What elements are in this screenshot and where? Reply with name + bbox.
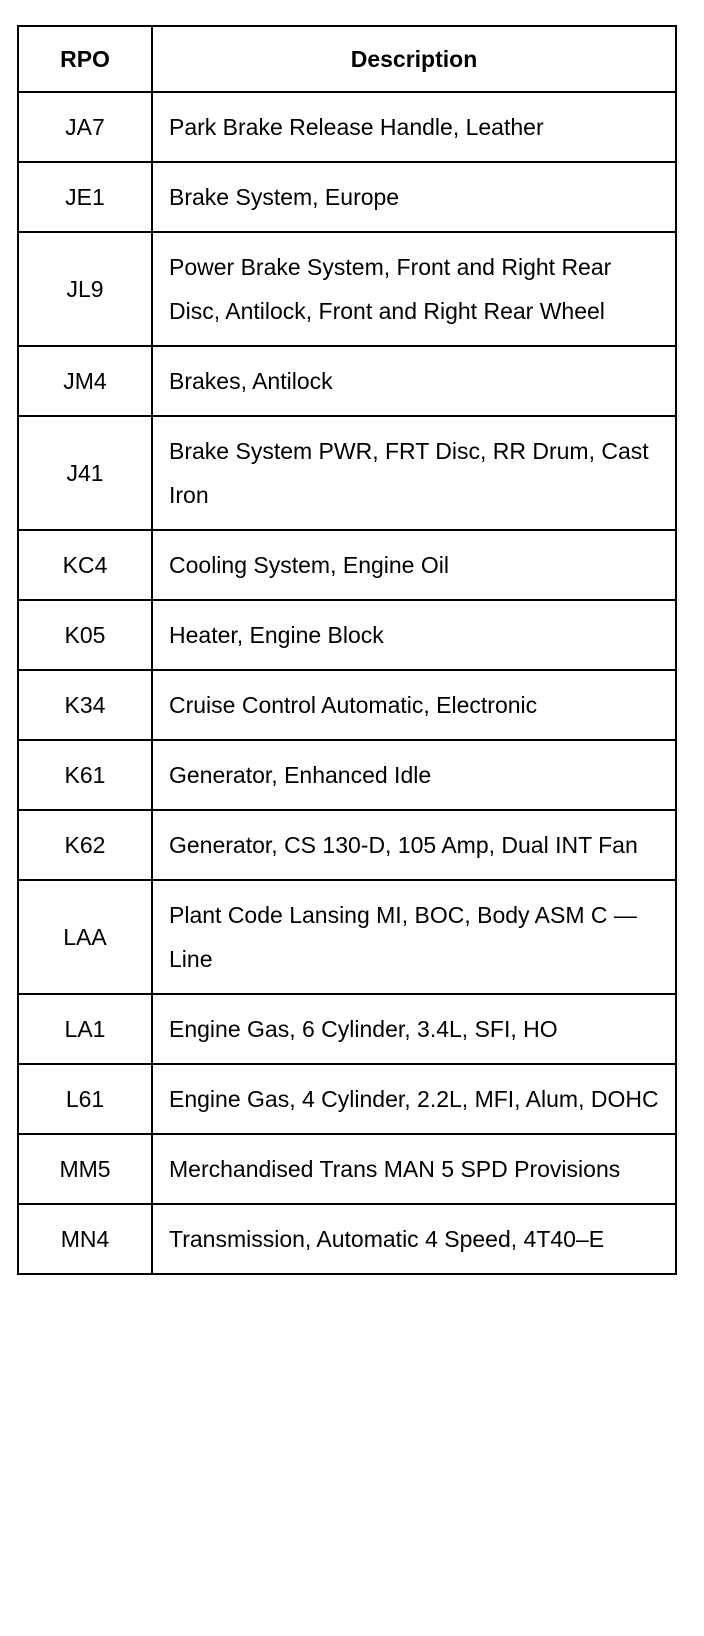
table-row	[18, 1204, 676, 1274]
table-row	[18, 530, 676, 600]
table-row	[18, 600, 676, 670]
rpo-description: Park Brake Release Handle, Leather	[152, 92, 676, 162]
rpo-code: K61	[18, 740, 152, 810]
rpo-table	[17, 25, 677, 1275]
table-row	[18, 880, 676, 994]
rpo-code: KC4	[18, 530, 152, 600]
table-row	[18, 670, 676, 740]
table-row	[18, 1064, 676, 1134]
rpo-description: Generator, CS 130-D, 105 Amp, Dual INT Fan	[152, 810, 676, 880]
rpo-description: Engine Gas, 4 Cylinder, 2.2L, MFI, Alum, DOHC	[152, 1064, 676, 1134]
table-row	[18, 416, 676, 530]
rpo-description: Heater, Engine Block	[152, 600, 676, 670]
rpo-description: Plant Code Lansing MI, BOC, Body ASM C — Line	[152, 880, 676, 994]
rpo-description: Generator, Enhanced Idle	[152, 740, 676, 810]
rpo-code: K05	[18, 600, 152, 670]
rpo-description: Engine Gas, 6 Cylinder, 3.4L, SFI, HO	[152, 994, 676, 1064]
rpo-description: Cooling System, Engine Oil	[152, 530, 676, 600]
rpo-description: Cruise Control Automatic, Electronic	[152, 670, 676, 740]
header-description: Description	[152, 26, 676, 92]
table-row	[18, 994, 676, 1064]
rpo-code: K34	[18, 670, 152, 740]
rpo-code: MM5	[18, 1134, 152, 1204]
table-row	[18, 232, 676, 346]
rpo-code: JL9	[18, 232, 152, 346]
header-rpo: RPO	[18, 26, 152, 92]
rpo-code: MN4	[18, 1204, 152, 1274]
table-row	[18, 810, 676, 880]
table-row	[18, 1134, 676, 1204]
rpo-code: JE1	[18, 162, 152, 232]
rpo-description: Brake System, Europe	[152, 162, 676, 232]
rpo-code: LAA	[18, 880, 152, 994]
rpo-description: Brake System PWR, FRT Disc, RR Drum, Cast Iron	[152, 416, 676, 530]
rpo-description: Power Brake System, Front and Right Rear Disc, Antilock, Front and Right Rear Wheel	[152, 232, 676, 346]
rpo-code: L61	[18, 1064, 152, 1134]
header-row	[18, 26, 676, 92]
rpo-description: Merchandised Trans MAN 5 SPD Provisions	[152, 1134, 676, 1204]
rpo-code: J41	[18, 416, 152, 530]
rpo-code: K62	[18, 810, 152, 880]
rpo-description: Brakes, Antilock	[152, 346, 676, 416]
rpo-code: JM4	[18, 346, 152, 416]
table-row	[18, 740, 676, 810]
table-row	[18, 92, 676, 162]
rpo-code: JA7	[18, 92, 152, 162]
table-row	[18, 162, 676, 232]
rpo-description: Transmission, Automatic 4 Speed, 4T40–E	[152, 1204, 676, 1274]
table-row	[18, 346, 676, 416]
rpo-code: LA1	[18, 994, 152, 1064]
